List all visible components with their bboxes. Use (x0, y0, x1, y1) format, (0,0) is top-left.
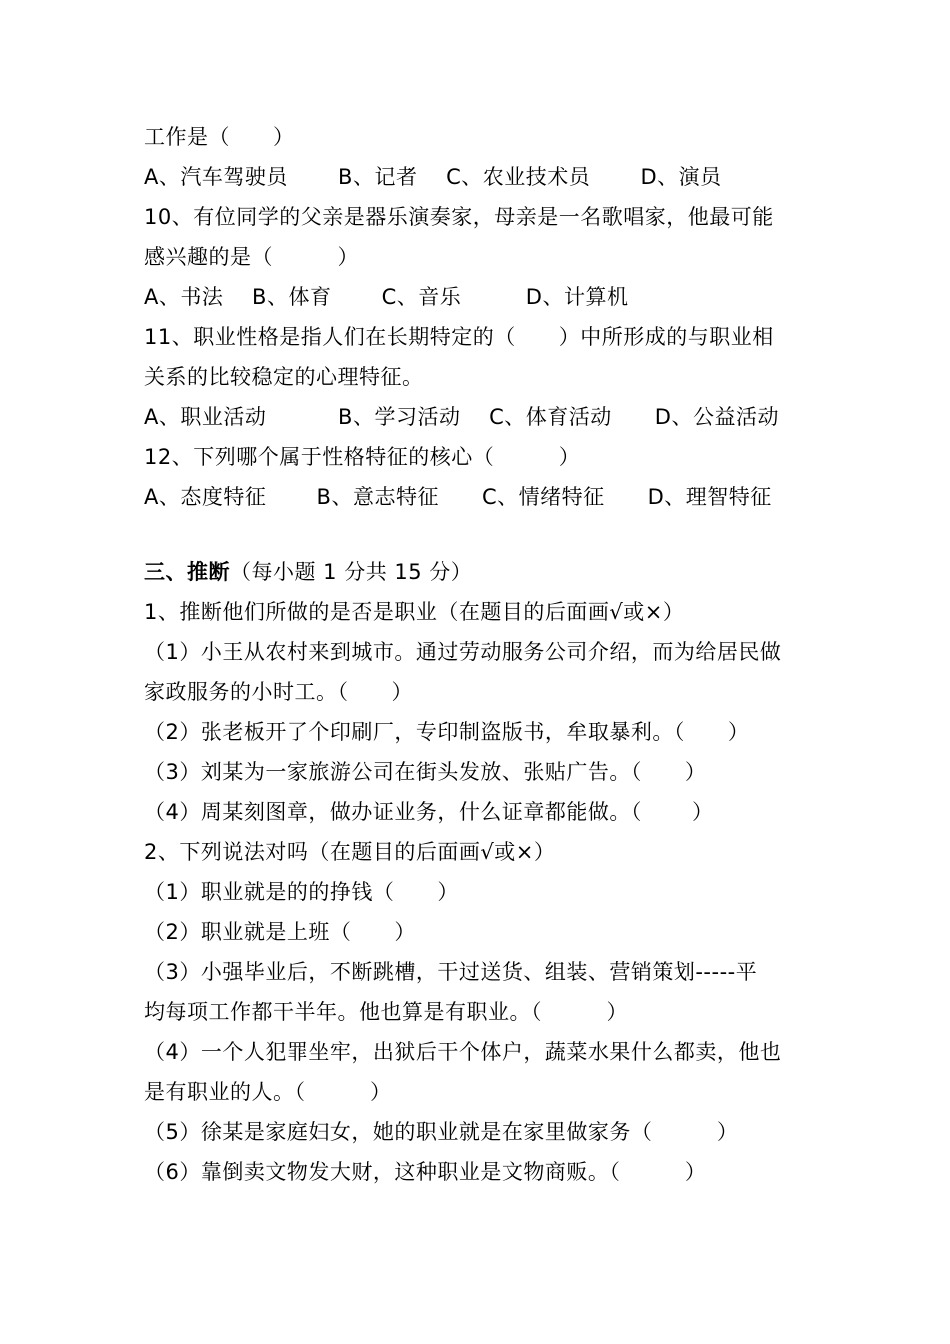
q10-text-line1: 10、有位同学的父亲是器乐演奏家，母亲是一名歌唱家，他最可能 (144, 205, 774, 229)
section-heading (144, 557, 824, 587)
judge-q2-item1: （1）职业就是的的挣钱（ ） (144, 880, 459, 904)
q11-text-line2: 关系的比较稳定的心理特征。 (144, 365, 424, 389)
q12-options: A、态度特征 B、意志特征 C、情绪特征 D、理智特征 (144, 485, 772, 509)
section-title: 三、推断 (144, 560, 230, 584)
q10-options: A、书法 B、体育 C、音乐 D、计算机 (144, 285, 629, 309)
judge-q1-prompt: 1、推断他们所做的是否是职业（在题目的后面画√或×） (144, 600, 685, 624)
q9-continuation: 工作是（ ） (144, 125, 295, 149)
section-note: （每小题 1 分共 15 分） (230, 560, 473, 584)
q11-options: A、职业活动 B、学习活动 C、体育活动 D、公益活动 (144, 405, 779, 429)
q12-text: 12、下列哪个属于性格特征的核心（ ） (144, 445, 581, 469)
judge-q2-item4-line1: （4）一个人犯罪坐牢，出狱后干个体户，蔬菜水果什么都卖，他也 (144, 1040, 782, 1064)
q9-options: A、汽车驾驶员 B、记者 C、农业技术员 D、演员 (144, 165, 722, 189)
judge-q1-item2: （2）张老板开了个印刷厂，专印制盗版书，牟取暴利。（ ） (144, 720, 750, 744)
judge-q2-item4-line2: 是有职业的人。（ ） (144, 1080, 392, 1104)
judge-q1-item1-line2: 家政服务的小时工。（ ） (144, 680, 413, 704)
judge-q2-item3-line2: 均每项工作都干半年。他也算是有职业。（ ） (144, 1000, 628, 1024)
judge-q2-item5: （5）徐某是家庭妇女，她的职业就是在家里做家务（ ） (144, 1120, 739, 1144)
q11-text-line1: 11、职业性格是指人们在长期特定的（ ）中所形成的与职业相 (144, 325, 774, 349)
judge-q1-item3: （3）刘某为一家旅游公司在街头发放、张贴广告。（ ） (144, 760, 707, 784)
judge-q2-prompt: 2、下列说法对吗（在题目的后面画√或×） (144, 840, 556, 864)
judge-q2-item6: （6）靠倒卖文物发大财，这种职业是文物商贩。（ ） (144, 1160, 707, 1184)
q10-text-line2: 感兴趣的是（ ） (144, 245, 359, 269)
judge-q1-item4: （4）周某刻图章，做办证业务，什么证章都能做。（ ） (144, 800, 714, 824)
judge-q1-item1-line1: （1）小王从农村来到城市。通过劳动服务公司介绍，而为给居民做 (144, 640, 782, 664)
judge-q2-item3-line1: （3）小强毕业后，不断跳槽，干过送货、组装、营销策划-----平 (144, 960, 758, 984)
judge-q2-item2: （2）职业就是上班（ ） (144, 920, 416, 944)
